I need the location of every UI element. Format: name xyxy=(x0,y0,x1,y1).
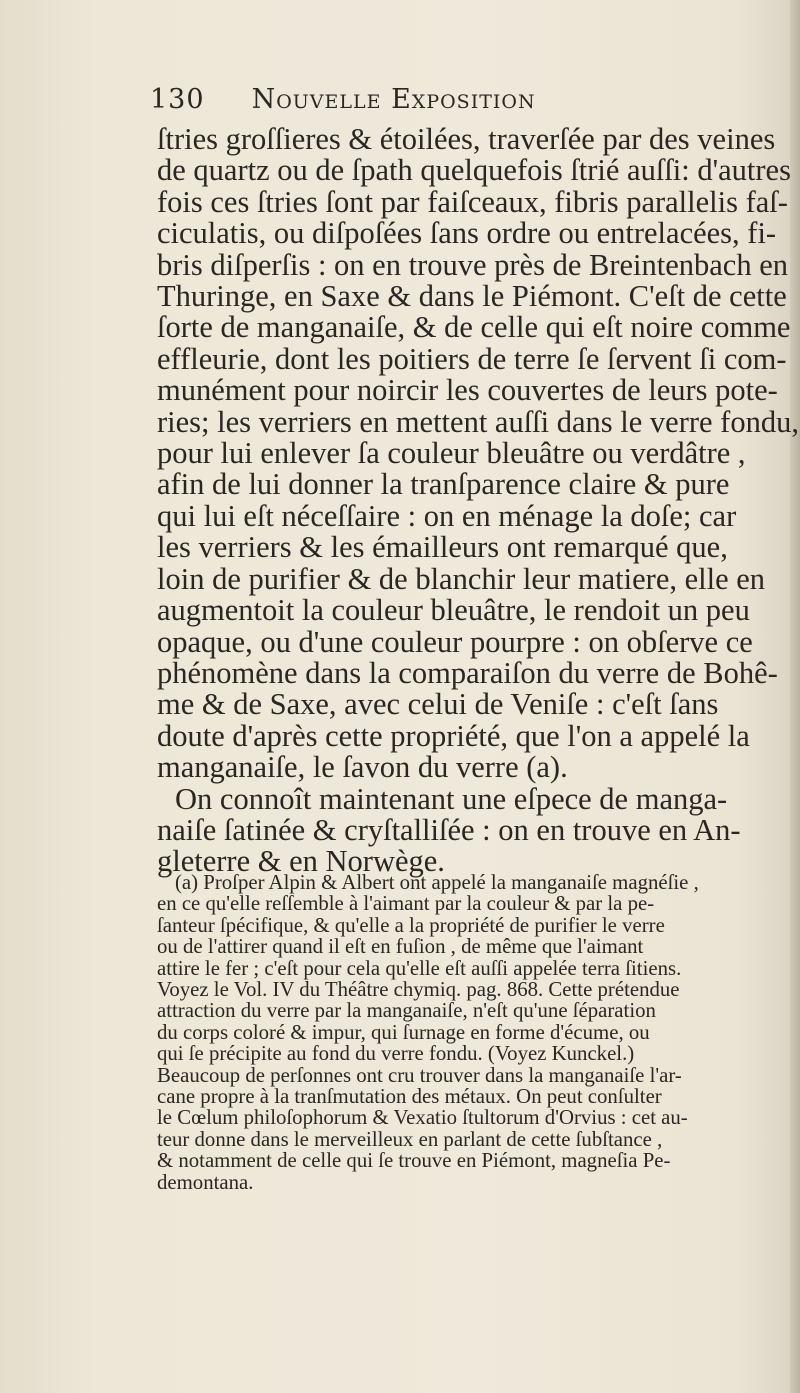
text-line: qui lui eſt néceſſaire : on en ménage la doſe; car xyxy=(157,498,737,533)
page-number: 130 xyxy=(150,84,205,115)
text-line: doute d'après cette propriété, que l'on a appelé la xyxy=(157,718,750,753)
text-line: Thuringe, en Saxe & dans le Piémont. C'eſt de cette xyxy=(157,279,787,314)
text-line: augmentoit la couleur bleuâtre, le rendoit un peu xyxy=(157,593,750,628)
text-line: afin de lui donner la tranſparence claire & pure xyxy=(157,467,730,502)
text-line: bris diſperſis : on en trouve près de Breintenbach en xyxy=(157,247,788,282)
footnote-line: du corps coloré & impur, qui ſurnage en forme d'écume, ou xyxy=(157,1020,650,1044)
text-line: les verriers & les émailleurs ont remarqué que, xyxy=(157,530,728,565)
text-line: gleterre & en Norwège. xyxy=(157,844,445,879)
main-text xyxy=(157,124,797,878)
footnote-line: (a) Proſper Alpin & Albert ont appelé la manganaiſe magnéſie , xyxy=(175,871,699,894)
text-line: ſtries groſſieres & étoilées, traverſée par des veines xyxy=(157,122,776,156)
footnote xyxy=(157,872,797,1193)
text-line: de quartz ou de ſpath quelquefois ſtrié auſſi: d'autres xyxy=(157,153,791,188)
footnote-line: Voyez le Vol. IV du Théâtre chymiq. pag. 868. Cette prétendue xyxy=(157,978,680,1002)
footnote-line: & notamment de celle qui ſe trouve en Piémont, magneſia Pe- xyxy=(157,1149,671,1173)
text-line: ciculatis, ou diſpoſées ſans ordre ou entrelacées, fi- xyxy=(157,216,777,251)
footnote-line: ou de l'attirer quand il eſt en fuſion , de même que l'aimant xyxy=(157,935,644,959)
footnote-line: en ce qu'elle reſſemble à l'aimant par la couleur & par la pe- xyxy=(157,892,655,916)
footnote-line: teur donne dans le merveilleux en parlant de cette ſubſtance , xyxy=(157,1127,663,1151)
footnote-line: attire le fer ; c'eſt pour cela qu'elle eſt auſſi appelée terra ſitiens. xyxy=(157,956,682,980)
footnote-line: Beaucoup de perſonnes ont cru trouver dans la manganaiſe l'ar- xyxy=(157,1063,682,1087)
text-line: On connoît maintenant une eſpece de manga- xyxy=(175,781,728,816)
text-line: fois ces ſtries ſont par faiſceaux, fibris parallelis faſ- xyxy=(157,184,788,219)
footnote-line: cane propre à la tranſmutation des métaux. On peut conſulter xyxy=(157,1085,662,1109)
text-line: ries; les verriers en mettent auſſi dans le verre fondu, xyxy=(157,404,799,439)
running-header xyxy=(150,84,710,124)
text-line: pour lui enlever ſa couleur bleuâtre ou verdâtre , xyxy=(157,436,746,471)
text-line: effleurie, dont les poitiers de terre ſe ſervent ſi com- xyxy=(157,341,787,376)
text-line: ſorte de manganaiſe, & de celle qui eſt noire comme xyxy=(157,310,791,345)
text-line: me & de Saxe, avec celui de Veniſe : c'eſt ſans xyxy=(157,687,719,722)
text-line: naiſe ſatinée & cryſtalliſée : on en trouve en An- xyxy=(157,812,741,847)
text-line: manganaiſe, le ſavon du verre (a). xyxy=(157,750,568,785)
footnote-line: qui ſe précipite au fond du verre fondu. (Voyez Kunckel.) xyxy=(157,1042,635,1066)
text-line: loin de purifier & de blanchir leur matiere, elle en xyxy=(157,561,766,596)
footnote-line: ſanteur ſpécifique, & qu'elle a la propriété de purifier le verre xyxy=(157,913,665,937)
text-line: munément pour noircir les couvertes de leurs pote- xyxy=(157,373,778,408)
footnote-line: attraction du verre par la manganaiſe, n'eſt qu'une ſéparation xyxy=(157,999,656,1023)
text-line: opaque, ou d'une couleur pourpre : on obſerve ce xyxy=(157,624,753,659)
footnote-line: demontana. xyxy=(157,1170,254,1194)
text-line: phénomène dans la comparaiſon du verre de Bohê- xyxy=(157,655,778,690)
running-title: Nouvelle Exposition xyxy=(251,84,536,115)
footnote-line: le Cœlum philoſophorum & Vexatio ſtultorum d'Orvius : cet au- xyxy=(157,1106,688,1130)
